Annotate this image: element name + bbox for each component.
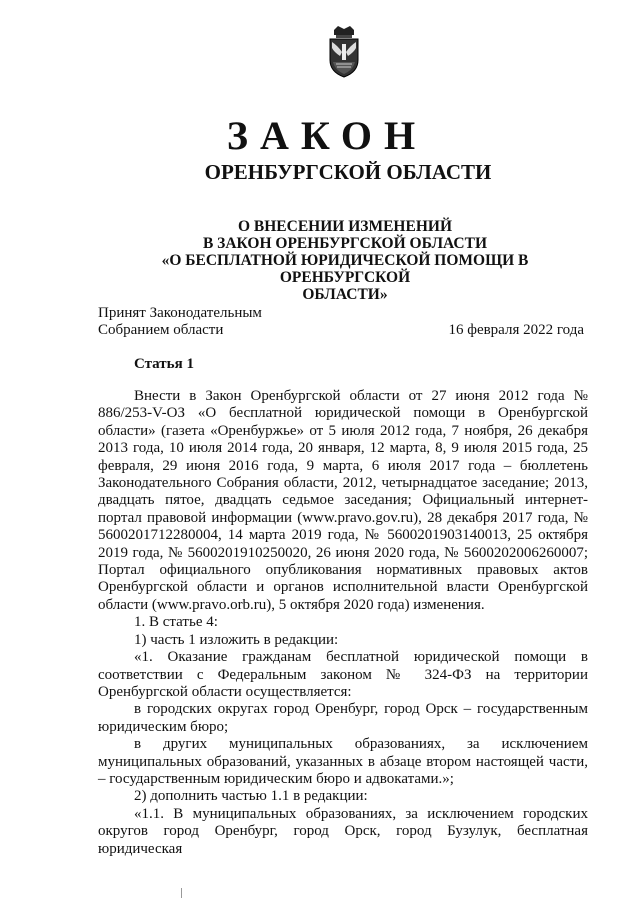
paragraph: 2) дополнить частью 1.1 в редакции:: [134, 788, 368, 805]
adoption-line-2: Собранием области: [98, 322, 224, 338]
paragraph: 1) часть 1 изложить в редакции:: [134, 631, 339, 648]
paragraph: в других муниципальных образованиях, за исключением муниципальных образований, указанных в абзаце втором настоящей части, – государственным юридическим бюро и адвокатами.»;: [98, 736, 588, 787]
adoption-date: 16 февраля 2022 года: [448, 322, 584, 338]
article-body: [98, 388, 588, 858]
document-subtitle: ОРЕНБУРГСКОЙ ОБЛАСТИ: [204, 160, 492, 184]
coat-of-arms-icon: [326, 26, 362, 78]
paragraph: «1. Оказание гражданам бесплатной юридической помощи в соответствии с Федеральным законом № 324-ФЗ на территории Оренбургской области осуществляется:: [98, 649, 588, 700]
article-title: Статья 1: [134, 356, 194, 372]
document-title: ЗАКОН: [226, 113, 428, 158]
paragraph: Внести в Закон Оренбургской области от 27 июня 2012 года № 886/253-V-ОЗ «О бесплатной юридической помощи в Оренбургской области» (газета «Оренбуржье» от 5 июля 2012 года, 7 ноября, 26 декабря 2013 года, 10 июля 2014 года, 20 января, 12 марта, 8, 9 июля 2015 года, 25 февраля, 29 июня 2016 года, 9 марта, 6 июля 2017 года – бюллетень Законодательного Собрания области, 2012, четырнадцатое заседание; 2013, двадцать пятое, двадцать седьмое заседания; Официальный интернет-портал правовой информации (www.pravo.gov.ru), 28 декабря 2017 года, № 5600201712280004, 14 марта 2019 года, № 5600201903140013, 25 октября 2019 года, № 5600201910250020, 26 июня 2020 года, № 5600202006260007; Портал официального опубликования нормативных правовых актов Оренбургской области и органов исполнительной власти Оренбургской области (www.pravo.orb.ru), 5 октября 2020 года) изменения.: [98, 388, 588, 613]
adoption-info: [98, 305, 262, 339]
heading-line: В ЗАКОН ОРЕНБУРГСКОЙ ОБЛАСТИ: [202, 235, 488, 252]
adoption-line-1: Принят Законодательным: [98, 305, 262, 321]
paragraph: «1.1. В муниципальных образованиях, за исключением городских округов город Оренбург, город Орск, город Бузулук, бесплатная юридическая: [98, 805, 588, 857]
law-heading: [98, 218, 592, 303]
paragraph: в городских округах город Оренбург, город Орск – государственным юридическим бюро;: [98, 701, 588, 735]
paragraph: 1. В статье 4:: [134, 614, 218, 631]
heading-line: «О БЕСПЛАТНОЙ ЮРИДИЧЕСКОЙ ПОМОЩИ В ОРЕНБУРГСКОЙ: [161, 252, 529, 286]
scan-mark: [181, 888, 182, 898]
heading-line: ОБЛАСТИ»: [302, 286, 388, 303]
heading-line: О ВНЕСЕНИИ ИЗМЕНЕНИЙ: [237, 218, 452, 235]
